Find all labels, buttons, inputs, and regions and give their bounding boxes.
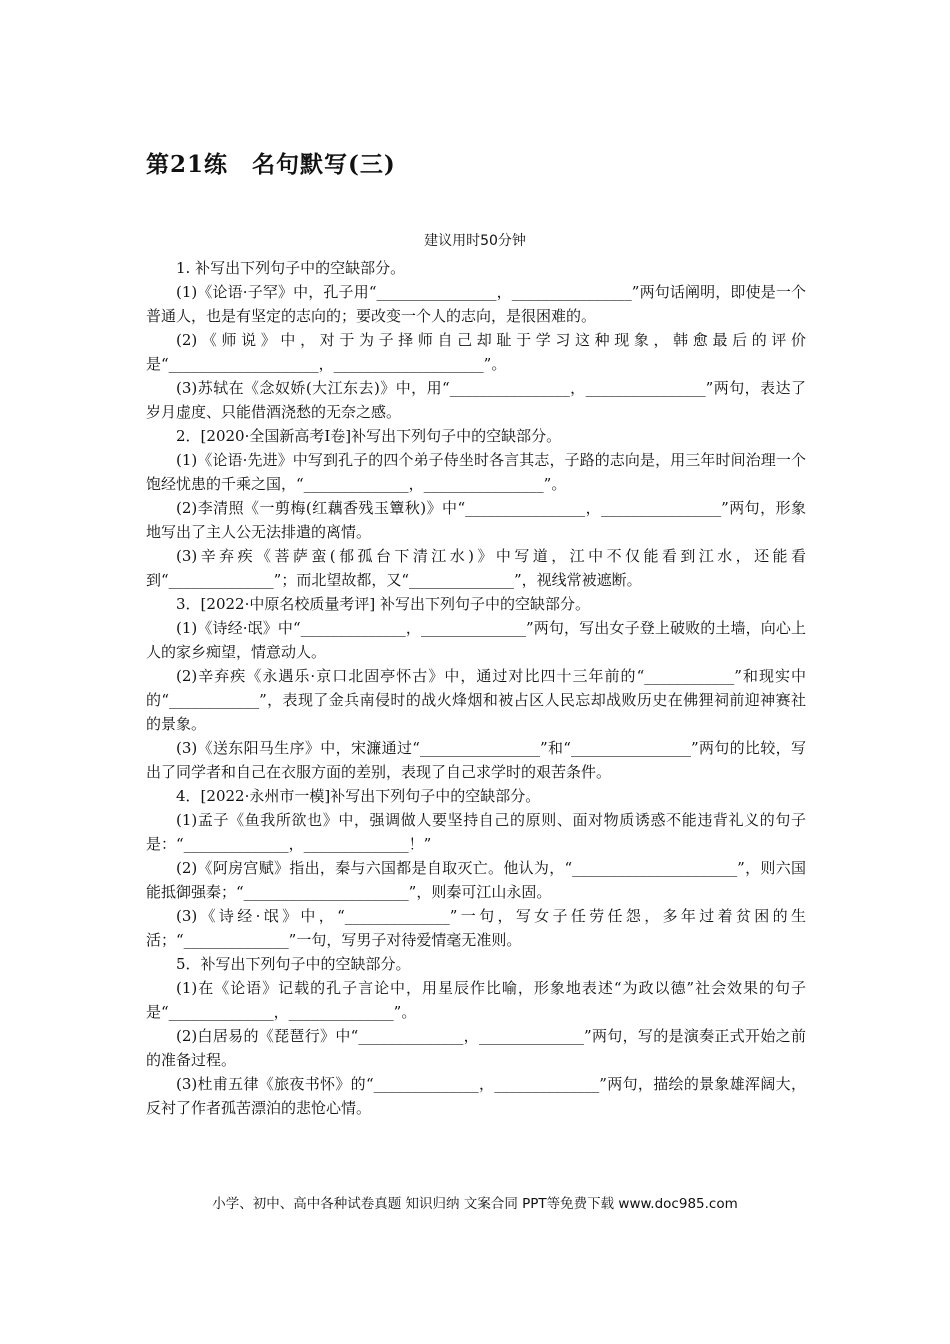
question-paragraph: (3)《诗经·氓》中，“______________”一句，写女子任劳任怨，多年过着贫困的生活；“______________”一句，写男子对待爱情毫无准则。 <box>146 907 806 949</box>
question-body <box>146 256 806 1120</box>
question-paragraph: (3)《送东阳马生序》中，宋濂通过“________________”和“________________”两句的比较，写出了同学者和自己在衣服方面的差别，表现了自己求学时的艰苦条件。 <box>146 739 806 781</box>
question-paragraph: (3)杜甫五律《旅夜书怀》的“______________，______________”两句，描绘的景象雄浑阔大，反衬了作者孤苦漂泊的悲怆心情。 <box>146 1075 806 1117</box>
question-paragraph: (2)《阿房宫赋》指出，秦与六国都是自取灭亡。他认为，“______________________”，则六国能抵御强秦；“______________________”，则秦可江山永固。 <box>146 859 806 901</box>
question-paragraph: (2)辛弃疾《永遇乐·京口北固亭怀古》中，通过对比四十三年前的“____________”和现实中的“____________”，表现了金兵南侵时的战火烽烟和被占区人民忘却战败历史在佛狸祠前迎神赛社的景象。 <box>146 667 806 733</box>
question-paragraph: (2)李清照《一剪梅(红藕香残玉簟秋)》中“________________，________________”两句，形象地写出了主人公无法排遣的离情。 <box>146 499 806 541</box>
question-paragraph: 5．补写出下列句子中的空缺部分。 <box>176 955 411 973</box>
question-paragraph: (2)《师说》中，对于为子择师自己却耻于学习这种现象，韩愈最后的评价是“____________________，____________________”。 <box>146 331 806 373</box>
question-paragraph: (1)《诗经·氓》中“______________，______________”两句，写出女子登上破败的土墙，向心上人的家乡痴望，情意动人。 <box>146 619 806 661</box>
question-paragraph: (1)孟子《鱼我所欲也》中，强调做人要坚持自己的原则、面对物质诱惑不能违背礼义的句子是：“______________，______________！” <box>146 811 806 853</box>
question-paragraph: (1)《论语·先进》中写到孔子的四个弟子侍坐时各言其志，子路的志向是，用三年时间治理一个饱经忧患的千乘之国，“______________，________________”。 <box>146 451 806 493</box>
question-paragraph: (3)苏轼在《念奴娇(大江东去)》中，用“________________，________________”两句，表达了岁月虚度、只能借酒浇愁的无奈之感。 <box>146 379 806 421</box>
page-title: 第21练 名句默写(三) <box>146 151 396 178</box>
question-paragraph: 3．[2022·中原名校质量考评] 补写出下列句子中的空缺部分。 <box>176 595 590 613</box>
suggested-time: 建议用时50分钟 <box>424 233 526 249</box>
page-footer: 小学、初中、高中各种试卷真题 知识归纳 文案合同 PPT等免费下载 www.doc985.com <box>212 1196 738 1212</box>
question-paragraph: 2．[2020·全国新高考Ⅰ卷]补写出下列句子中的空缺部分。 <box>176 427 562 445</box>
question-paragraph: (3)辛弃疾《菩萨蛮(郁孤台下清江水)》中写道，江中不仅能看到江水，还能看到“______________”；而北望故都，又“______________”，视线常被遮断。 <box>146 547 806 589</box>
question-paragraph: (1)在《论语》记载的孔子言论中，用星辰作比喻，形象地表述“为政以德”社会效果的句子是“______________，______________”。 <box>146 979 806 1021</box>
question-paragraph: 4．[2022·永州市一模]补写出下列句子中的空缺部分。 <box>176 787 541 805</box>
question-paragraph: 1. 补写出下列句子中的空缺部分。 <box>176 259 406 277</box>
question-paragraph: (1)《论语·子罕》中，孔子用“________________，________________”两句话阐明，即使是一个普通人，也是有坚定的志向的；要改变一个人的志向，是很困难的。 <box>146 283 806 325</box>
question-paragraph: (2)白居易的《琵琶行》中“______________，______________”两句，写的是演奏正式开始之前的准备过程。 <box>146 1027 806 1069</box>
